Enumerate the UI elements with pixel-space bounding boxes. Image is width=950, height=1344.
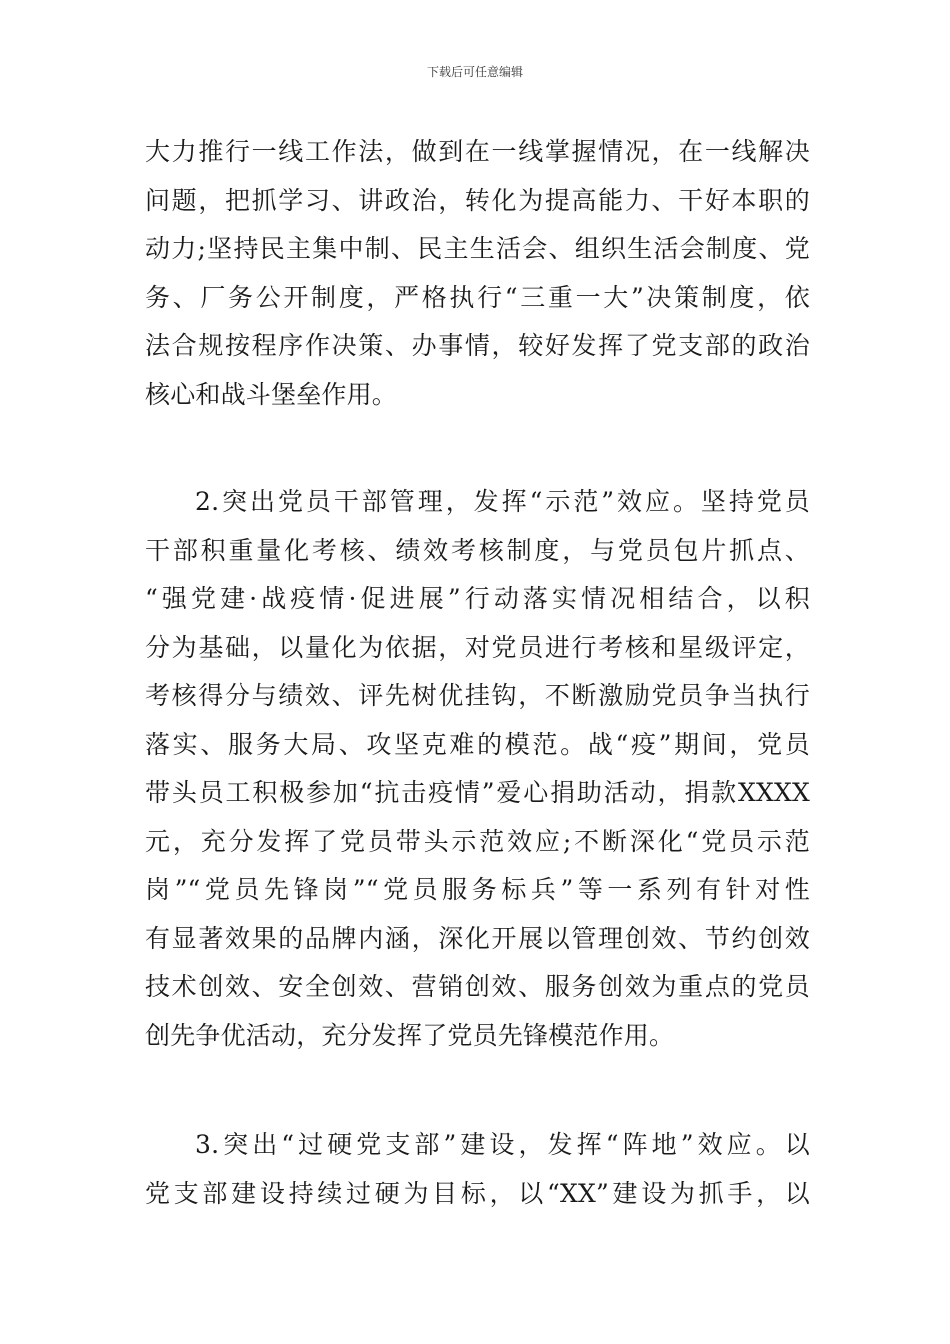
- text-line: 法合规按程序作决策、办事情，较好发挥了党支部的政治: [145, 331, 810, 360]
- text-line: 动力;坚持民主集中制、民主生活会、组织生活会制度、党: [145, 234, 810, 263]
- text-line: 2.突出党员干部管理，发挥“示范”效应。坚持党员: [195, 487, 810, 516]
- text-line: 岗”“党员先锋岗”“党员服务标兵”等一系列有针对性: [145, 875, 810, 904]
- text-line: 元，充分发挥了党员带头示范效应;不断深化“党员示范: [145, 826, 810, 856]
- text-line: 3.突出“过硬党支部”建设，发挥“阵地”效应。以: [195, 1130, 810, 1159]
- text-line: 带头员工积极参加“抗击疫情”爱心捐助活动，捐款XXXX: [145, 778, 810, 807]
- paragraph-2: [145, 478, 810, 1060]
- page-header-note: 下载后可任意编辑: [426, 65, 523, 79]
- text-line: 有显著效果的品牌内涵，深化开展以管理创效、节约创效: [145, 923, 810, 953]
- text-line: 创先争优活动，充分发挥了党员先锋模范作用。: [145, 1020, 675, 1050]
- paragraph-3: [145, 1121, 810, 1218]
- text-line: 技术创效、安全创效、营销创效、服务创效为重点的党员: [145, 972, 810, 1001]
- text-line: 党支部建设持续过硬为目标，以“XX”建设为抓手，以: [145, 1178, 810, 1208]
- text-line: 大力推行一线工作法，做到在一线掌握情况，在一线解决: [145, 137, 810, 166]
- text-line: 分为基础，以量化为依据，对党员进行考核和星级评定，: [145, 632, 810, 662]
- text-line: 务、厂务公开制度，严格执行“三重一大”决策制度，依: [145, 282, 810, 312]
- text-line: 问题，把抓学习、讲政治，转化为提高能力、干好本职的: [145, 185, 810, 215]
- text-line: 干部积重量化考核、绩效考核制度，与党员包片抓点、: [145, 535, 810, 565]
- text-line: “强党建·战疫情·促进展”行动落实情况相结合，以积: [145, 584, 810, 613]
- text-line: 考核得分与绩效、评先树优挂钩，不断激励党员争当执行: [145, 681, 810, 710]
- text-line: 核心和战斗堡垒作用。: [145, 379, 398, 409]
- paragraph-1: [145, 128, 810, 419]
- text-line: 落实、服务大局、攻坚克难的模范。战“疫”期间，党员: [145, 729, 810, 759]
